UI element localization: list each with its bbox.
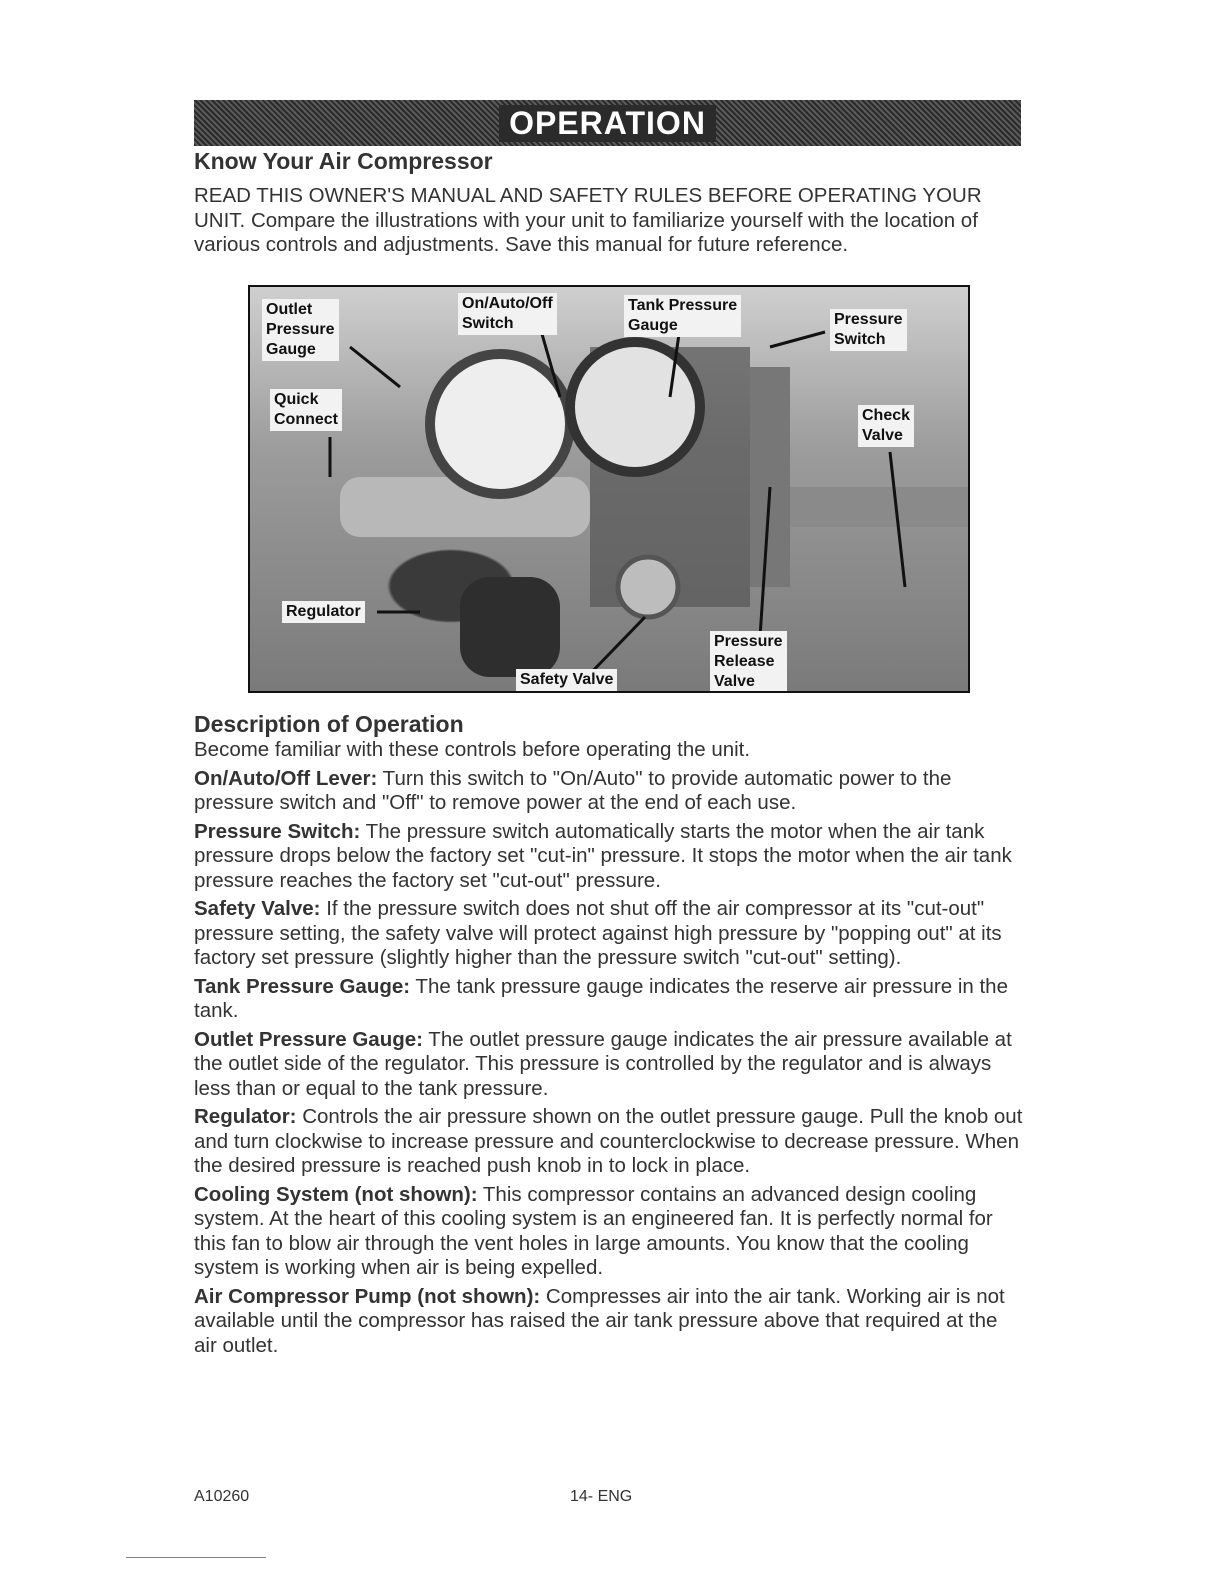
label-check-valve: Check Valve [858,405,914,447]
footer-page-number: 14- ENG [570,1488,633,1505]
footer-code: A10260 [194,1488,250,1505]
term: Pressure Switch: [194,819,361,843]
item-on-auto-off-lever [194,767,1024,816]
term-text: The outlet pressure gauge indicates the air pressure available at the outlet side of the regulator. This pressure is controlled by the regulator and is always less than or equal to the tank pressure. [194,1027,1012,1100]
intro-paragraph: READ THIS OWNER'S MANUAL AND SAFETY RULES BEFORE OPERATING YOUR UNIT. Compare the illustrations with your unit to familiarize yourself with the location of various controls and adjustments. Save this manual for future reference. [194,184,982,256]
item-regulator [194,1105,1024,1179]
term-text: The pressure switch automatically starts the motor when the air tank pressure drops below the factory set "cut-in" pressure. It stops the motor when the air tank pressure reaches the factory set "cut-out" pressure. [194,819,1012,892]
banner-title: OPERATION [499,105,716,142]
label-safety-valve: Safety Valve [516,669,617,691]
know-your-compressor-heading: Know Your Air Compressor [194,148,493,174]
label-pressure-switch: Pressure Switch [830,309,907,351]
term: Safety Valve: [194,897,321,920]
item-pressure-switch [194,820,1024,894]
label-tank-pressure-gauge: Tank Pressure Gauge [624,295,741,337]
label-quick-connect: Quick Connect [270,389,342,431]
term: On/Auto/Off Lever: [194,766,378,790]
item-cooling-system [194,1183,1024,1281]
term: Air Compressor Pump (not shown): [194,1284,541,1308]
term-text: If the pressure switch does not shut off the air compressor at its "cut-out" pressure setting, the safety valve will protect against high pressure by "popping out" at its factory set pressure (slightly higher than the pressure switch "cut-out" setting). [194,897,1002,969]
item-safety-valve [194,897,1024,971]
term-text: Controls the air pressure shown on the outlet pressure gauge. Pull the knob out and turn clockwise to increase pressure and counterclockwise to decrease pressure. When the desired pressure is reached push knob in to lock in place. [194,1105,1023,1177]
term-text: Turn this switch to "On/Auto" to provide automatic power to the pressure switch and "Off" to remove power at the end of each use. [194,766,952,814]
label-outlet-pressure-gauge: Outlet Pressure Gauge [262,299,339,361]
label-regulator: Regulator [282,601,365,623]
item-outlet-pressure-gauge [194,1028,1024,1102]
term: Tank Pressure Gauge: [194,974,411,998]
description-heading: Description of Operation [194,711,464,737]
operation-banner [194,100,1021,146]
term: Regulator: [194,1105,297,1128]
term-text: The tank pressure gauge indicates the reserve air pressure in the tank. [194,974,1008,1022]
term-text: Compresses air into the air tank. Working air is not available until the compressor has raised the air tank pressure above that required at the air outlet. [194,1284,1005,1357]
label-on-auto-off-switch: On/Auto/Off Switch [458,293,557,335]
term-text: This compressor contains an advanced design cooling system. At the heart of this cooling system is an engineered fan. It is perfectly normal for this fan to blow air through the vent holes in large amounts. You know that the cooling system is working when air is being expelled. [194,1182,993,1279]
item-air-compressor-pump [194,1285,1024,1359]
description-intro: Become familiar with these controls before operating the unit. [194,738,751,761]
term: Outlet Pressure Gauge: [194,1027,423,1051]
term: Cooling System (not shown): [194,1182,478,1206]
compressor-photo [248,285,970,693]
item-tank-pressure-gauge [194,975,1024,1024]
description-body [194,738,1024,1362]
label-pressure-release-valve: Pressure Release Valve [710,631,787,693]
footer-divider [126,1557,266,1558]
